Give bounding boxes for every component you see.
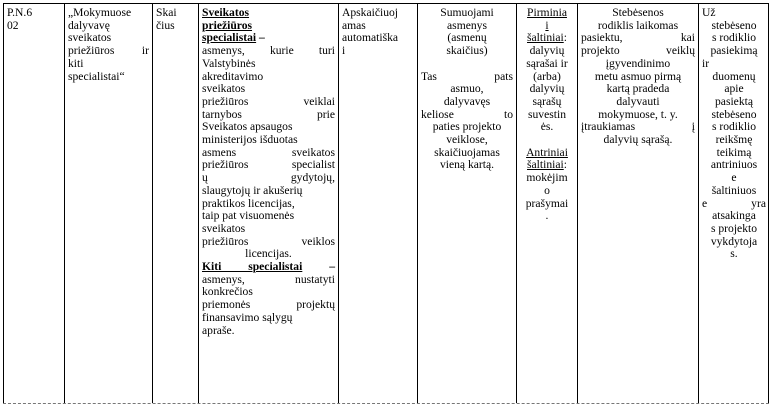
definition-term: Sveikatos bbox=[202, 6, 250, 19]
primary-source-label: Pirminia bbox=[527, 6, 567, 19]
column-code bbox=[3, 3, 64, 403]
definition-line: asmens sveikatos bbox=[202, 145, 335, 159]
definition-line: sveikatos bbox=[202, 221, 246, 235]
cell-indicator-name bbox=[64, 7, 152, 83]
method-line: keliose to bbox=[421, 107, 513, 121]
method-line: paties projekto bbox=[432, 120, 502, 134]
definition-body-2 bbox=[202, 274, 335, 338]
responsibility-line: s. bbox=[730, 247, 738, 261]
method-line: skaičius) bbox=[446, 44, 488, 58]
name-line: sveikatos bbox=[68, 31, 112, 45]
definition-line: priežiūros veiklos bbox=[202, 234, 335, 248]
table-bottom-dashed-border bbox=[3, 403, 769, 404]
source-line: . bbox=[545, 209, 549, 223]
definition-line: priežiūros veiklai bbox=[202, 94, 335, 108]
definition-line: finansavimo sąlygų bbox=[202, 310, 293, 324]
source-line: sąrašai ir bbox=[526, 56, 568, 70]
definition-line: priežiūros specialist bbox=[202, 158, 335, 172]
method-line: (asmenų bbox=[447, 31, 487, 45]
responsibility-line: vykdytoja bbox=[710, 234, 758, 248]
definition-line: priemonės projektų bbox=[202, 298, 335, 312]
name-line: dalyvavę bbox=[68, 18, 110, 32]
source-line: sąrašų bbox=[532, 94, 562, 108]
method-line: veiklose, bbox=[446, 133, 488, 147]
responsibility-line: reikšmę bbox=[715, 133, 753, 147]
definition-line: apraše. bbox=[202, 323, 235, 337]
moment-line: Stebėsenos bbox=[612, 6, 664, 19]
responsibility-line: duomenų bbox=[712, 69, 756, 83]
method-line: asmenys bbox=[447, 18, 487, 32]
definition-line: slaugytojų ir akušerių bbox=[202, 183, 303, 197]
source-line: suvestin bbox=[527, 107, 566, 121]
secondary-source-colon: : bbox=[563, 158, 567, 172]
source-line: (arba) bbox=[533, 69, 561, 83]
method-line: vieną kartą. bbox=[439, 158, 495, 172]
code-line: 02 bbox=[7, 18, 19, 32]
cell-calc-type bbox=[338, 7, 417, 58]
responsibility-line: Už bbox=[702, 6, 716, 19]
moment-line: projekto veiklų bbox=[581, 44, 695, 58]
definition-line: tarnybos prie bbox=[202, 107, 335, 121]
name-line: „Mokymuose bbox=[68, 6, 132, 19]
source-line: ės. bbox=[540, 120, 554, 134]
method-line: Sumuojami bbox=[440, 6, 494, 19]
name-line: specialistai“ bbox=[68, 69, 125, 83]
moment-line: dalyvauti bbox=[616, 94, 660, 108]
definition-dash: – bbox=[256, 31, 265, 45]
indicator-table bbox=[3, 3, 769, 411]
method-line: dalyvavęs bbox=[443, 94, 491, 108]
name-line: priežiūros ir bbox=[68, 44, 149, 58]
responsibility-line: šaltiniuos bbox=[711, 183, 757, 197]
definition-line: Sveikatos apsaugos bbox=[202, 120, 293, 134]
responsibility-line: stebėseno bbox=[711, 107, 757, 121]
method-line: Tas pats bbox=[421, 69, 513, 83]
definition-term: specialistai bbox=[202, 31, 257, 45]
cell-indicator-code bbox=[3, 7, 64, 32]
definition-line: asmenys, kurie turi bbox=[202, 44, 335, 58]
definition-line: praktikos licencijas, bbox=[202, 196, 295, 210]
moment-line: mokymuose, t. y. bbox=[598, 107, 678, 121]
calc-type-line: automatiška bbox=[342, 31, 399, 45]
responsibility-line: antriniuos bbox=[710, 158, 758, 172]
responsibility-line: teikimą bbox=[716, 145, 752, 159]
unit-line: Skai bbox=[156, 6, 177, 19]
responsibility-line: s rodiklio bbox=[711, 31, 757, 45]
moment-line: kartą pradeda bbox=[606, 82, 670, 96]
moment-line: metu asmuo pirmą bbox=[594, 69, 682, 83]
cell-calc-method bbox=[417, 7, 516, 172]
definition-dash: – bbox=[302, 260, 335, 274]
definition-line: licencijas. bbox=[245, 247, 292, 261]
column-unit bbox=[152, 3, 198, 403]
cell-definition bbox=[198, 7, 338, 337]
responsibility-line: s rodiklio bbox=[711, 120, 757, 134]
moment-line: dalyvių sąrašą. bbox=[603, 133, 673, 147]
definition-line: akreditavimo bbox=[202, 69, 264, 83]
secondary-source-label: šaltiniai bbox=[527, 158, 564, 172]
cell-unit bbox=[152, 7, 198, 32]
definition-body-1 bbox=[202, 45, 335, 261]
definition-line: konkrečios bbox=[202, 285, 253, 299]
primary-source-colon: : bbox=[563, 31, 567, 45]
responsibility-line: e yra bbox=[702, 196, 766, 210]
responsibility-line: atsakinga bbox=[712, 209, 756, 223]
definition-line: asmenys, nustatyti bbox=[202, 272, 335, 286]
calc-type-line: i bbox=[342, 44, 346, 58]
definition-term: Kiti specialistai bbox=[202, 260, 303, 274]
cell-achievement-moment bbox=[577, 7, 698, 147]
moment-line: pasiektu, kai bbox=[581, 31, 695, 45]
responsibility-line: s projekto bbox=[710, 221, 758, 235]
source-line: dalyvių bbox=[529, 44, 565, 58]
definition-line: ų gydytojų, bbox=[202, 171, 335, 185]
definition-line: taip pat visuomenės bbox=[202, 209, 295, 223]
moment-line: rodiklis laikomas bbox=[597, 18, 679, 32]
calc-type-line: Apskaičiuoj bbox=[342, 6, 399, 19]
method-line: asmuo, bbox=[450, 82, 484, 96]
calc-type-line: amas bbox=[342, 18, 366, 32]
primary-source-label: šaltiniai bbox=[527, 31, 564, 45]
definition-line: sveikatos bbox=[202, 82, 246, 96]
responsibility-line: e bbox=[731, 171, 737, 185]
definition-line: Valstybinės bbox=[202, 56, 256, 70]
responsibility-line: pasiektą bbox=[715, 94, 753, 108]
source-line: dalyvių bbox=[529, 82, 565, 96]
secondary-source-label: Antriniai bbox=[526, 145, 568, 159]
source-line: prašymai bbox=[525, 196, 569, 210]
definition-line: ministerijos išduotas bbox=[202, 133, 298, 147]
cell-sources bbox=[516, 7, 577, 223]
name-line: kiti bbox=[68, 56, 84, 70]
definition-term: priežiūros bbox=[202, 18, 253, 32]
moment-line: įgyvendinimo bbox=[605, 56, 671, 70]
moment-line: įtraukiamas į bbox=[581, 120, 695, 134]
method-line: skaičiuojamas bbox=[434, 145, 500, 159]
source-line: mokėjim bbox=[526, 171, 568, 185]
responsibility-line: apie bbox=[724, 82, 744, 96]
column-calc-type bbox=[338, 3, 417, 403]
source-line: o bbox=[544, 183, 550, 197]
code-line: P.N.6 bbox=[7, 6, 33, 19]
unit-line: čius bbox=[156, 18, 175, 32]
responsibility-line: stebėseno bbox=[711, 18, 757, 32]
cell-responsibility bbox=[698, 7, 769, 261]
responsibility-line: pasiekimą bbox=[710, 44, 758, 58]
responsibility-line: ir bbox=[702, 56, 710, 70]
primary-source-label: i bbox=[545, 18, 549, 32]
